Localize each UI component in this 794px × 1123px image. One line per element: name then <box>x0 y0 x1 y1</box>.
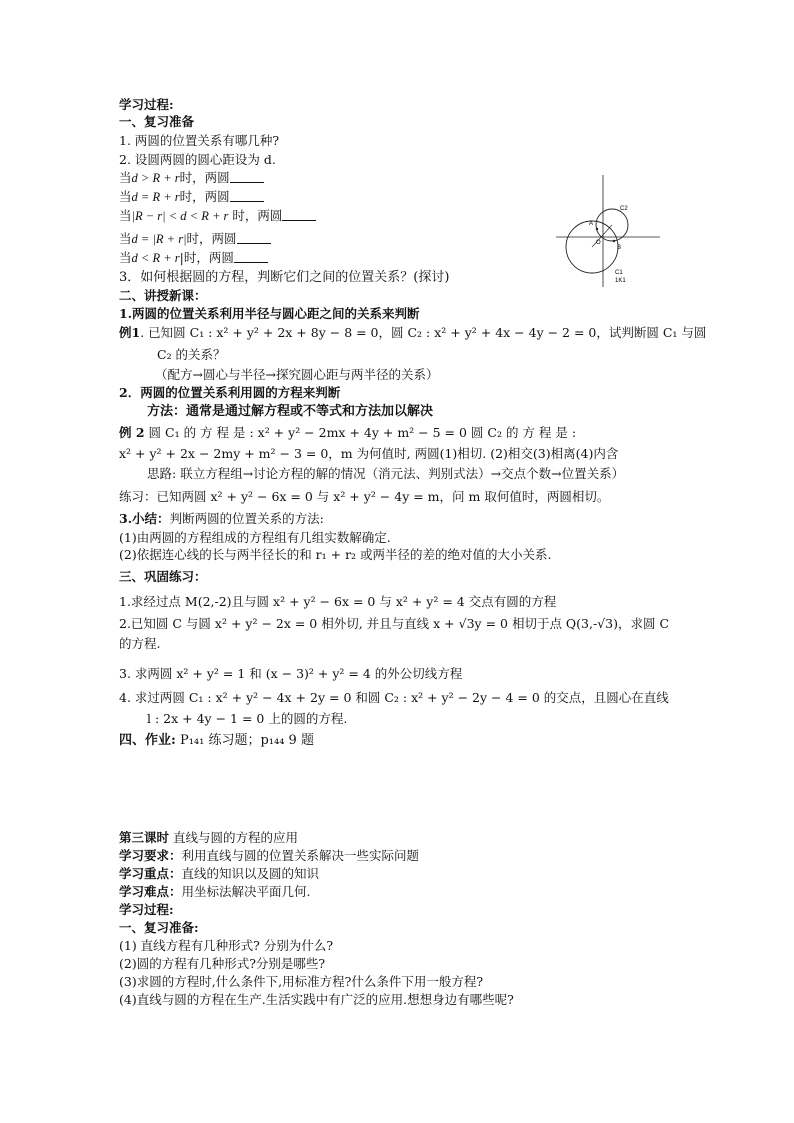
lesson3-key-point <box>119 866 319 882</box>
consolidate-title: 三、巩固练习： <box>119 569 207 584</box>
key-point-text: 直线的知识以及圆的知识 <box>181 866 320 881</box>
case-prefix: 当 <box>119 189 132 204</box>
lesson3-process: 学习过程: <box>119 902 174 917</box>
example-1-label: 例1 <box>119 325 141 340</box>
label-o: O <box>596 240 601 246</box>
summary-item-2: (2)依据连心线的长与两半径长的和 r₁ + r₂ 或两半径的差的绝对值的大小关系. <box>119 547 552 562</box>
exercise-3: 3. 求两圆 x² + y² = 1 和 (x − 3)² + y² = 4 的外公切线方程 <box>119 666 463 681</box>
homework-title: 四、作业: <box>119 733 176 748</box>
case-prefix: 当 <box>119 170 132 185</box>
lesson3-topic: 直线与圆的方程的应用 <box>169 830 298 845</box>
case-condition: d < R + r <box>131 251 180 265</box>
heading-learning-process: 学习过程: <box>119 97 174 112</box>
idea-label: 思路: <box>147 466 177 481</box>
case-prefix: 当 <box>119 231 132 246</box>
two-circles-figure <box>556 175 666 290</box>
difficulty-text: 用坐标法解决平面几何. <box>181 884 311 899</box>
case-condition: d = R + r <box>131 190 180 204</box>
case-prefix: 当 <box>119 250 132 265</box>
case-line-2 <box>119 189 264 205</box>
lesson3-item-3: (3)求圆的方程时,什么条件下,用标准方程?什么条件下用一般方程? <box>119 974 484 989</box>
label-k1: 1K1 <box>615 278 626 284</box>
homework-text: P₁₄₁ 练习题；p₁₄₄ 9 题 <box>175 733 314 748</box>
case-suffix: 时，两圆 <box>179 170 230 185</box>
requirement-label: 学习要求： <box>119 848 182 863</box>
lesson3-title: 第三课时 <box>119 830 170 845</box>
lecture-s1-title: 1.两圆的位置关系利用半径与圆心距之间的关系来判断 <box>119 306 420 321</box>
label-c2: C2 <box>620 206 628 212</box>
point-a <box>596 228 598 230</box>
label-c1: C1 <box>615 270 623 276</box>
answer-blank <box>230 171 264 183</box>
summary-line <box>119 511 324 527</box>
example-2-label: 例 2 <box>119 425 145 440</box>
answer-blank <box>282 209 316 221</box>
example-1-text: . 已知圆 C₁ : x² + y² + 2x + 8y − 8 = 0，圆 C₂ : x² + y² + 4x − 4y − 2 = 0，试判断圆 C₁ 与圆 <box>140 325 707 340</box>
summary-text: 判断两圆的位置关系的方法: <box>169 511 324 526</box>
case-line-3 <box>119 208 316 224</box>
lesson3-header <box>119 830 298 846</box>
answer-blank <box>237 232 271 244</box>
review-q3: 3．如何根据圆的方程，判断它们之间的位置关系？(探讨) <box>119 270 450 285</box>
example-1 <box>119 325 706 341</box>
exercise-2: 2.已知圆 C 与圆 x² + y² − 2x = 0 相外切, 并且与直线 x + √3y = 0 相切于点 Q(3,-√3)，求圆 C <box>119 616 670 631</box>
case-line-5 <box>119 250 268 266</box>
exercise-4-cont: l : 2x + 4y − 1 = 0 上的圆的方程. <box>147 711 348 726</box>
review-q2: 2. 设圆两圆的圆心距设为 d. <box>119 152 276 167</box>
lesson3-difficulty <box>119 884 311 900</box>
case-line-4 <box>119 231 271 247</box>
lesson3-item-1: (1) 直线方程有几种形式? 分别为什么? <box>119 938 334 953</box>
center-line <box>592 225 612 247</box>
summary-item-1: (1)由两圆的方程组成的方程组有几组实数解确定. <box>119 530 391 545</box>
idea-line <box>147 466 624 482</box>
case-suffix: 时，两圆 <box>228 208 283 223</box>
homework-line <box>119 733 314 749</box>
case-line-1 <box>119 170 264 186</box>
requirement-text: 利用直线与圆的位置关系解决一些实际问题 <box>181 848 420 863</box>
idea-text: 联立方程组→讨论方程的解的情况（消元法、判别式法）→交点个数→位置关系） <box>176 466 625 481</box>
example-1-hint: （配方→圆心与半径→探究圆心距与两半径的关系） <box>155 367 439 382</box>
lesson3-item-2: (2)圆的方程有几种形式?分别是哪些? <box>119 956 326 971</box>
case-condition: d > R + r <box>131 171 180 185</box>
key-point-label: 学习重点： <box>119 866 182 881</box>
case-suffix: 时，两圆 <box>186 231 237 246</box>
case-prefix: 当 <box>119 208 132 223</box>
lesson3-item-4: (4)直线与圆的方程在生产.生活实践中有广泛的应用.想想身边有哪些呢? <box>119 992 514 1007</box>
method-text: 方法：通常是通过解方程或不等式和方法加以解决 <box>147 404 434 419</box>
example-2-line1 <box>119 425 576 441</box>
label-a: A <box>589 221 594 227</box>
point-b <box>613 240 615 242</box>
case-suffix: 时，两圆 <box>179 189 230 204</box>
case-condition: d = |R + r| <box>131 232 187 246</box>
summary-title: 3.小结： <box>119 511 170 526</box>
example-2-line2: x² + y² + 2x − 2my + m² − 3 = 0，m 为何值时, 两圆(1)相切. (2)相交(3)相离(4)内含 <box>119 446 619 461</box>
case-condition: |R − r| < d < R + r <box>131 209 229 223</box>
case-suffix: |时，两圆 <box>179 250 234 265</box>
answer-blank <box>234 251 268 263</box>
difficulty-label: 学习难点： <box>119 884 182 899</box>
exercise-4: 4. 求过两圆 C₁ : x² + y² − 4x + 2y = 0 和圆 C₂ : x² + y² − 2y − 4 = 0 的交点，且圆心在直线 <box>119 690 669 705</box>
review-q1: 1. 两圆的位置关系有哪几种? <box>119 133 280 148</box>
answer-blank <box>230 190 264 202</box>
lesson3-requirement <box>119 848 419 864</box>
lecture-s2-title: 2．两圆的位置关系利用圆的方程来判断 <box>119 385 341 400</box>
lecture-title: 二、讲授新课： <box>119 288 207 303</box>
practice-line: 练习：已知两圆 x² + y² − 6x = 0 与 x² + y² − 4y = m，问 m 取何值时，两圆相切。 <box>119 489 610 504</box>
example-1-text-cont: C₂ 的关系？ <box>157 347 226 362</box>
exercise-1: 1.求经过点 M(2,-2)且与圆 x² + y² − 6x = 0 与 x² + y² = 4 交点有圆的方程 <box>119 594 557 609</box>
label-b: B <box>617 245 622 251</box>
lesson3-review-title: 一、复习准备: <box>119 920 199 935</box>
example-2-text: 圆 C₁ 的 方 程 是 : x² + y² − 2mx + 4y + m² − 5 = 0 圆 C₂ 的 方 程 是 : <box>148 425 577 440</box>
review-title: 一、复习准备 <box>119 114 195 129</box>
exercise-2-cont: 的方程. <box>119 636 161 651</box>
